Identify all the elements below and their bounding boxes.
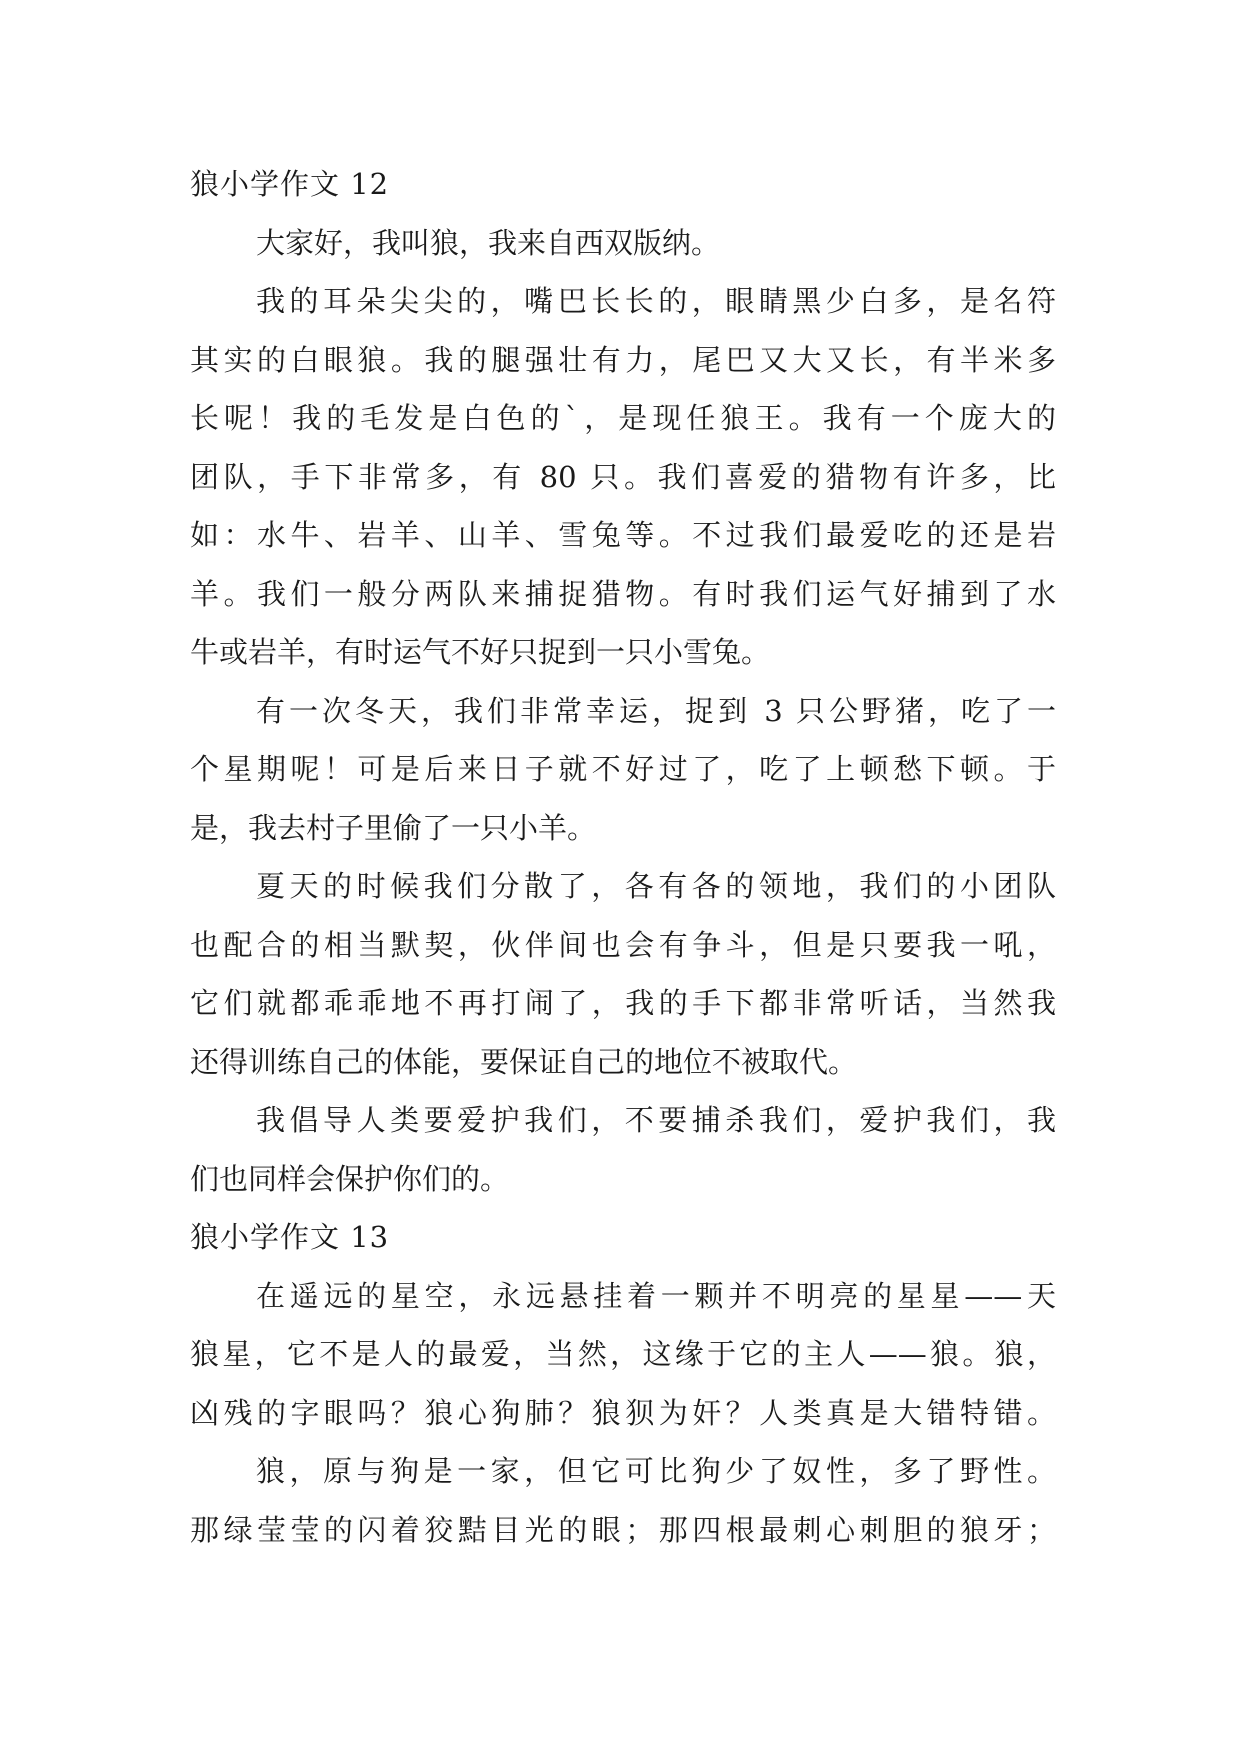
paragraph-line: 凶残的字眼吗？狼心狗肺？狼狈为奸？人类真是大错特错。 — [190, 1395, 1056, 1430]
paragraph-line: 夏天的时候我们分散了，各有各的领地，我们的小团队 — [256, 869, 1056, 903]
paragraph-line: 团队，手下非常多，有 80 只。我们喜爱的猎物有许多，比 — [190, 459, 1056, 494]
paragraph-line: 们也同样会保护你们的。 — [190, 1161, 510, 1196]
paragraph-line: 在遥远的星空，永远悬挂着一颗并不明亮的星星——天 — [256, 1278, 1056, 1313]
paragraph-line: 其实的白眼狼。我的腿强壮有力，尾巴又大又长，有半米多 — [190, 342, 1056, 377]
paragraph-line: 我倡导人类要爱护我们，不要捕杀我们，爱护我们，我 — [256, 1103, 1056, 1137]
document-page — [190, 155, 1056, 1559]
paragraph-line: 它们就都乖乖地不再打闹了，我的手下都非常听话，当然我 — [190, 986, 1056, 1020]
paragraph-line: 狼星，它不是人的最爱，当然，这缘于它的主人——狼。狼， — [190, 1337, 1056, 1371]
essay-title-13: 狼小学作文 13 — [190, 1220, 390, 1254]
paragraph-line: 如：水牛、岩羊、山羊、雪兔等。不过我们最爱吃的还是岩 — [190, 518, 1056, 552]
paragraph-line: 长呢！我的毛发是白色的`，是现任狼王。我有一个庞大的 — [190, 401, 1056, 435]
paragraph-line: 还得训练自己的体能，要保证自己的地位不被取代。 — [190, 1044, 858, 1079]
paragraph-line: 那绿莹莹的闪着狡黠目光的眼；那四根最刺心刺胆的狼牙； — [190, 1512, 1056, 1547]
essay-title-12: 狼小学作文 12 — [190, 167, 390, 201]
paragraph-line: 个星期呢！可是后来日子就不好过了，吃了上顿愁下顿。于 — [190, 752, 1056, 786]
paragraph-line: 有一次冬天，我们非常幸运，捉到 3 只公野猪，吃了一 — [256, 693, 1056, 728]
paragraph-line: 也配合的相当默契，伙伴间也会有争斗，但是只要我一吼， — [190, 927, 1056, 962]
paragraph-line: 羊。我们一般分两队来捕捉猎物。有时我们运气好捕到了水 — [190, 576, 1056, 611]
paragraph-line: 牛或岩羊，有时运气不好只捉到一只小雪兔。 — [190, 635, 771, 669]
paragraph-line: 狼，原与狗是一家，但它可比狗少了奴性，多了野性。 — [256, 1454, 1056, 1488]
paragraph-line: 是，我去村子里偷了一只小羊。 — [190, 810, 597, 845]
paragraph-line: 我的耳朵尖尖的，嘴巴长长的，眼睛黑少白多，是名符 — [256, 284, 1056, 318]
paragraph-line: 大家好，我叫狼，我来自西双版纳。 — [256, 225, 721, 260]
